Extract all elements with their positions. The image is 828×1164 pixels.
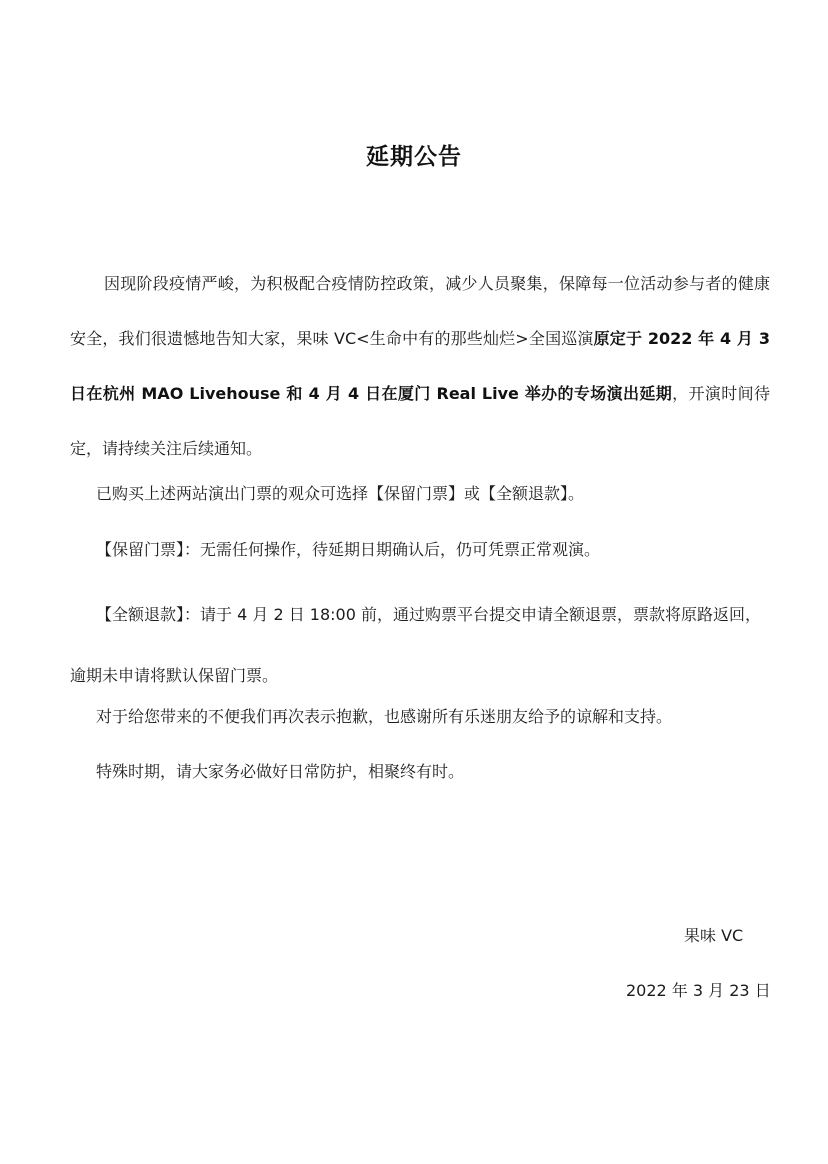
paragraph-intro-text: 因现阶段疫情严峻，为积极配合疫情防控政策，减少人员聚集，保障每一位活动参与者的健康安全，我们很遗憾地告知大家，果味 VC<生命中有的那些灿烂>全国巡演 [70,274,770,348]
paragraph-outro-text: ，开演时间待定，请持续关注后续通知。 [70,384,770,458]
page-title: 延期公告 [366,144,462,170]
paragraph-full-refund: 【全额退款】：请于 4 月 2 日 18:00 前，通过购票平台提交申请全额退票，票款将原路返回，逾期未申请将默认保留门票。 [70,605,761,685]
signature: 果味 VC [684,926,744,945]
paragraph-apology: 对于给您带来的不便我们再次表示抱歉，也感谢所有乐迷朋友给予的谅解和支持。 [96,707,673,726]
paragraph-keep-ticket: 【保留门票】：无需任何操作，待延期日期确认后，仍可凭票正常观演。 [96,540,601,559]
paragraph-closing: 特殊时期，请大家务必做好日常防护，相聚终有时。 [96,762,465,781]
paragraph-postponement-notice [70,256,770,476]
announcement-date: 2022 年 3 月 23 日 [626,981,771,1000]
paragraph-bold-text: 原定于 2022 年 4 月 3 日在杭州 MAO Livehouse 和 4 月 4 日在厦门 Real Live 举办的专场演出延期 [70,329,770,403]
paragraph-ticket-options: 已购买上述两站演出门票的观众可选择【保留门票】或【全额退款】。 [96,484,585,503]
